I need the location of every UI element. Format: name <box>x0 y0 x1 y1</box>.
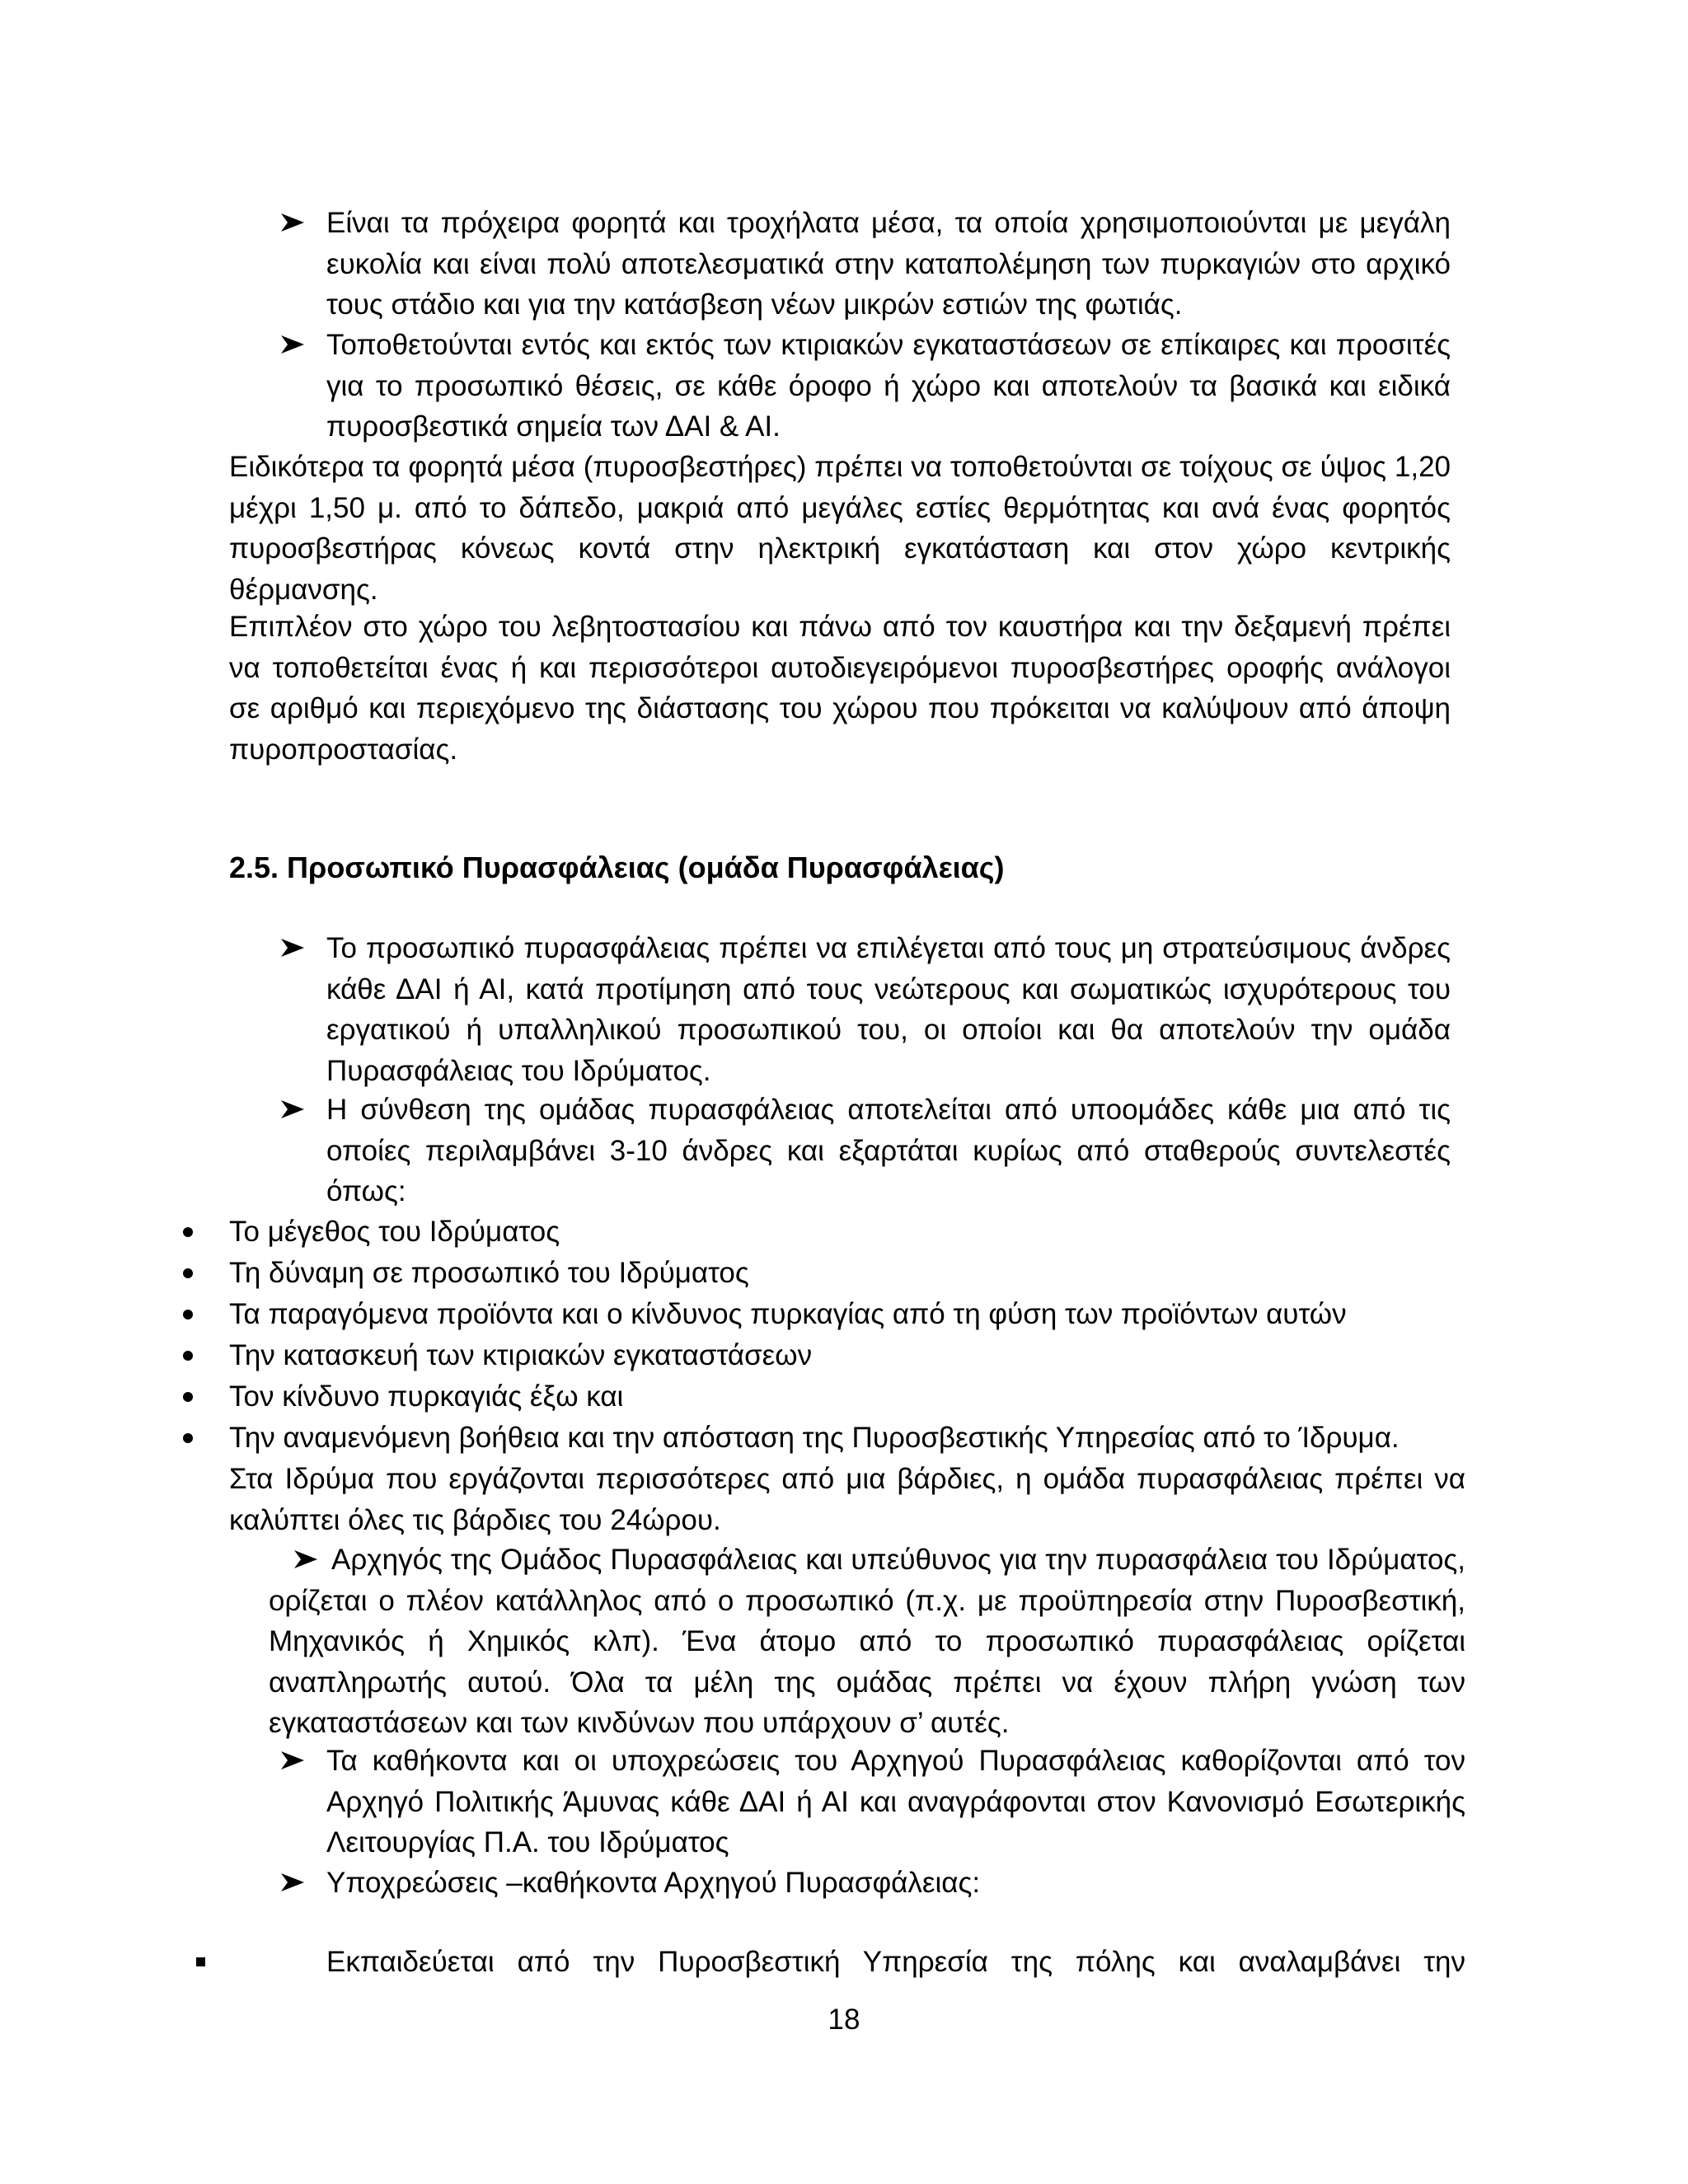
paragraph: Επιπλέον στο χώρο του λεβητοστασίου και πάνω από τον καυστήρα και την δεξαμενή πρέπει να τοποθετείται ένας ή και περισσότεροι αυτοδιεγειρόμενοι πυροσβεστήρες οροφής ανάλογοι σε αριθμό και περιεχόμενο της διάστασης του χώρου που πρόκειται να καλύψουν από άποψη πυροπροστασίας. <box>229 611 1451 766</box>
arrow-bullet-icon <box>280 1863 307 1904</box>
list-item: Την κατασκευή των κτιριακών εγκαταστάσεων <box>229 1339 813 1371</box>
dot-bullet-icon <box>183 1351 193 1361</box>
page-number: 18 <box>828 2004 860 2036</box>
arrow-bullet-icon <box>280 325 307 366</box>
arrow-bullet-icon <box>280 203 307 244</box>
leader-paragraph: Αρχηγός της Ομάδος Πυρασφάλειας και υπεύθυνος για την πυρασφάλεια του Ιδρύματος, ορίζεται ο πλέον κατάλληλος από ο προσωπικό (π.χ. με προϋπηρεσία στην Πυροσβεστική, Μηχανικός ή Χημικός κλπ). Ένα άτομο από το προσωπικό πυρασφάλειας ορίζεται αναπληρωτής αυτού. Όλα τα μέλη της ομάδας πρέπει να έχουν πλήρη γνώση των εγκαταστάσεων και των κινδύνων που υπάρχουν σ’ αυτές. <box>269 1544 1465 1739</box>
dot-bullet-icon <box>183 1227 193 1237</box>
list-item: Τα παραγόμενα προϊόντα και ο κίνδυνος πυρκαγίας από τη φύση των προϊόντων αυτών <box>229 1298 1347 1330</box>
bullet-text: Είναι τα πρόχειρα φορητά και τροχήλατα μέσα, τα οποία χρησιμοποιούνται με μεγάλη ευκολία και είναι πολύ αποτελεσματικά στην καταπολέμηση των πυρκαγιών στο αρχικό τους στάδιο και για την κατάσβεση νέων μικρών εστιών της φωτιάς. <box>326 207 1451 321</box>
list-item: Το μέγεθος του Ιδρύματος <box>229 1216 560 1248</box>
bullet-text: Τα καθήκοντα και οι υποχρεώσεις του Αρχηγού Πυρασφάλειας καθορίζονται από τον Αρχηγό Πολιτικής Άμυνας κάθε ΔΑΙ ή ΑΙ και αναγράφονται στον Κανονισμό Εσωτερικής Λειτουργίας Π.Α. του Ιδρύματος <box>326 1745 1465 1858</box>
paragraph: Ειδικότερα τα φορητά μέσα (πυροσβεστήρες) πρέπει να τοποθετούνται σε τοίχους σε ύψος 1,20 μέχρι 1,50 μ. από το δάπεδο, μακριά από μεγάλες εστίες θερμότητας και ανά ένας φορητός πυροσβεστήρας κόνεως κοντά στην ηλεκτρική εγκατάσταση και στον χώρο κεντρικής θέρμανσης. <box>229 451 1451 606</box>
list-item: Την αναμενόμενη βοήθεια και την απόσταση της Πυροσβεστικής Υπηρεσίας από το Ίδρυμα. <box>229 1422 1400 1454</box>
continuation-paragraph: Στα Ιδρύμα που εργάζονται περισσότερες από μια βάρδιες, η ομάδα πυρασφάλειας πρέπει να καλύπτει όλες τις βάρδιες του 24ώρου. <box>229 1463 1465 1536</box>
dot-bullet-icon <box>183 1310 193 1319</box>
bullet-text: Το προσωπικό πυρασφάλειας πρέπει να επιλέγεται από τους μη στρατεύσιμους άνδρες κάθε ΔΑΙ ή ΑΙ, κατά προτίμηση από τους νεώτερους και σωματικώς ισχυρότερους του εργατικού ή υπαλληλικού προσωπικού του, οι οποίοι και θα αποτελούν την ομάδα Πυρασφάλειας του Ιδρύματος. <box>326 932 1451 1087</box>
dot-bullet-icon <box>183 1433 193 1443</box>
arrow-bullet-icon <box>280 1090 307 1131</box>
bullet-text: Τοποθετούνται εντός και εκτός των κτιριακών εγκαταστάσεων σε επίκαιρες και προσιτές για το προσωπικό θέσεις, σε κάθε όροφο ή χώρο και αποτελούν τα βασικά και ειδικά πυροσβεστικά σημεία των ΔΑΙ & ΑΙ. <box>326 329 1451 443</box>
square-list-item: Εκπαιδεύεται από την Πυροσβεστική Υπηρεσία της πόλης και αναλαμβάνει την <box>326 1946 1465 1978</box>
square-bullet-icon <box>196 1957 205 1966</box>
dot-bullet-icon <box>183 1392 193 1402</box>
bullet-text: Η σύνθεση της ομάδας πυρασφάλειας αποτελείται από υποομάδες κάθε μια από τις οποίες περιλαμβάνει 3-10 άνδρες και εξαρτάται κυρίως από σταθερούς συντελεστές όπως: <box>326 1094 1451 1207</box>
bullet-text: Υποχρεώσεις –καθήκοντα Αρχηγού Πυρασφάλειας: <box>326 1867 981 1899</box>
list-item: Τον κίνδυνο πυρκαγιάς έξω και <box>229 1380 624 1413</box>
section-heading: 2.5. Προσωπικό Πυρασφάλειας (ομάδα Πυρασφάλειας) <box>229 851 1005 884</box>
arrow-bullet-icon <box>280 928 307 969</box>
list-item: Τη δύναμη σε προσωπικό του Ιδρύματος <box>229 1257 749 1289</box>
arrow-bullet-icon <box>280 1741 307 1782</box>
dot-bullet-icon <box>183 1268 193 1278</box>
